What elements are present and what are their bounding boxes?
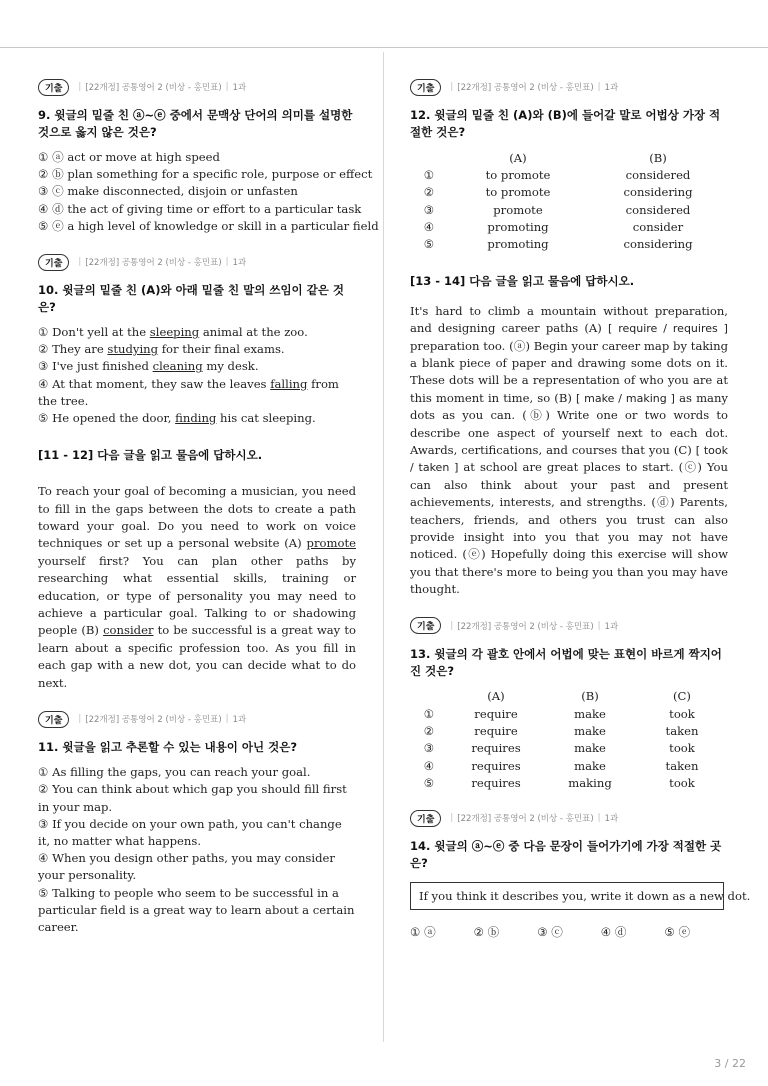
table-row[interactable]: ① to promote considered (423, 167, 691, 182)
tag-divider: | (225, 82, 229, 92)
q11-option-1[interactable]: ① As filling the gaps, you can reach your goal. (38, 765, 311, 780)
table-row[interactable]: ③ promote considered (423, 202, 691, 217)
tag-divider: | (450, 813, 454, 824)
table-row[interactable]: ③ requires make took (423, 741, 695, 756)
source-lesson: 1과 (232, 258, 247, 269)
question-14-title: 14. 윗글의 ⓐ~ⓔ 중 다음 문장이 들어가기에 가장 적절한 곳은? (410, 839, 722, 871)
q9-option-2[interactable]: ② ⓑ plan something for a specific role, purpose or effect (38, 167, 373, 182)
q10-option-5[interactable]: ⑤ He opened the door, finding his cat sleeping. (38, 411, 316, 426)
table-header-row: (A) (B) (C) (487, 689, 691, 704)
source-badge: 기출 (410, 617, 441, 634)
table-row[interactable]: ⑤ promoting considering (423, 237, 693, 252)
right-column (410, 78, 751, 940)
question-10-title: 10. 윗글의 밑줄 친 (A)와 아래 밑줄 친 말의 쓰임이 같은 것은? (38, 283, 345, 315)
tag-divider: | (450, 82, 454, 92)
source-edition: [22개정] 공통영어 2 (비상 - 홍민표) (85, 258, 222, 269)
table-row[interactable]: ① require make took (423, 706, 695, 721)
q14-choice-3[interactable]: ③ ⓒ (537, 925, 563, 940)
question-9-title: 9. 윗글의 밑줄 친 ⓐ~ⓔ 중에서 문맥상 단어의 의미를 설명한 것으로 옳지 않은 것은? (38, 108, 353, 139)
question-11-options (38, 764, 356, 936)
q10-option-4[interactable]: ④ At that moment, they saw the leaves falling from the tree. (38, 376, 339, 408)
q14-choice-4[interactable]: ④ ⓓ (600, 925, 627, 940)
source-lesson: 1과 (232, 83, 247, 93)
source-tag (410, 78, 728, 96)
q14-choice-5[interactable]: ⑤ ⓔ (664, 925, 691, 940)
source-badge: 기출 (38, 79, 69, 96)
tag-divider: | (450, 620, 454, 631)
source-tag (38, 78, 356, 96)
source-badge: 기출 (38, 711, 69, 728)
q11-option-2[interactable]: ② You can think about which gap you should fill first in your map. (38, 782, 347, 814)
column-divider (383, 52, 384, 1042)
source-edition: [22개정] 공통영어 2 (비상 - 홍민표) (85, 83, 222, 93)
header-rule (0, 47, 768, 48)
source-edition: [22개정] 공통영어 2 (비상 - 홍민표) (457, 621, 594, 632)
q14-choice-1[interactable]: ① ⓐ (410, 925, 436, 940)
table-row[interactable]: ④ promoting consider (423, 219, 684, 234)
q10-option-1[interactable]: ① Don't yell at the sleeping animal at the zoo. (38, 325, 308, 340)
tag-divider: | (225, 257, 229, 268)
table-row[interactable]: ⑤ requires making took (423, 775, 695, 790)
passage-11-12: To reach your goal of becoming a musician, you need to fill in the gaps between the dots to create a path toward your goal. Do you need to work on voice techniques or set up a personal website (A) promote yourself first? You can plan other paths by researching what essential skills, training or education, or type of personality you may need to achieve a particular goal. Talking to or shadowing people (B) consider to be successful is a great way to learn about a specific profession too. As you fill in each gap with a new dot, you can decide what to do next. (38, 484, 356, 690)
left-column (38, 78, 379, 936)
question-14-choices (410, 924, 728, 940)
tag-divider: | (597, 620, 601, 631)
source-lesson: 1과 (604, 621, 619, 632)
tag-divider: | (78, 82, 82, 92)
question-13-title: 13. 윗글의 각 괄호 안에서 어법에 맞는 표현이 바르게 짝지어진 것은? (410, 646, 722, 678)
tag-divider: | (225, 714, 229, 725)
question-10-options (38, 324, 356, 427)
q11-option-4[interactable]: ④ When you design other paths, you may consider your personality. (38, 851, 335, 883)
section-13-14-heading: [13 - 14] 다음 글을 읽고 물음에 답하시오. (410, 273, 635, 288)
q9-option-5[interactable]: ⑤ ⓔ a high level of knowledge or skill in a particular field (38, 218, 379, 233)
tag-divider: | (597, 813, 601, 824)
page-number: 3 / 22 (714, 1057, 746, 1070)
q11-option-5[interactable]: ⑤ Talking to people who seem to be successful in a particular field is a great way to learn about a certain career. (38, 885, 355, 934)
tag-divider: | (597, 82, 601, 92)
q9-option-3[interactable]: ③ ⓒ make disconnected, disjoin or unfasten (38, 184, 298, 199)
section-11-12-heading: [11 - 12] 다음 글을 읽고 물음에 답하시오. (38, 448, 263, 463)
source-edition: [22개정] 공통영어 2 (비상 - 홍민표) (457, 814, 594, 825)
source-lesson: 1과 (604, 814, 619, 825)
source-lesson: 1과 (604, 83, 619, 93)
question-11-title: 11. 윗글을 읽고 추론할 수 있는 내용이 아닌 것은? (38, 740, 298, 755)
question-14-given-sentence: If you think it describes you, write it down as a new dot. (410, 882, 724, 910)
source-tag (410, 809, 728, 827)
source-badge: 기출 (38, 254, 69, 271)
question-12-title: 12. 윗글의 밑줄 친 (A)와 (B)에 들어갈 말로 어법상 가장 적절한 것은? (410, 108, 721, 139)
tag-divider: | (78, 257, 82, 268)
question-13-answer-table (410, 688, 728, 792)
q10-option-3[interactable]: ③ I've just finished cleaning my desk. (38, 359, 259, 374)
table-row[interactable]: ② to promote considering (423, 185, 693, 200)
q11-option-3[interactable]: ③ If you decide on your own path, you can't change it, no matter what happens. (38, 816, 342, 848)
question-9-options (38, 149, 379, 235)
source-tag (38, 253, 356, 271)
source-badge: 기출 (410, 810, 441, 827)
source-edition: [22개정] 공통영어 2 (비상 - 홍민표) (457, 83, 594, 93)
q10-option-2[interactable]: ② They are studying for their final exams. (38, 342, 285, 357)
q14-choice-2[interactable]: ② ⓑ (473, 925, 500, 940)
table-row[interactable]: ④ requires make taken (423, 758, 699, 773)
passage-13-14: It's hard to climb a mountain without preparation, and designing career paths (A) [ require / requires ] preparation too. (ⓐ) Begin your career map by taking a blank piece of paper and drawing some dots on it. These dots will be a representation of who you are at this moment in time, so (B) [ make / making ] as many dots as you can. (ⓑ) Write one or two words to describe one aspect of yourself next to each dot. Awards, certifications, and courses that you (C) [ took / taken ] at school are great places to start. (ⓒ) You can also think about your past and present achievements, interests, and strengths. (ⓓ) Parents, teachers, friends, and others you trust can also provide insight into you that you may not have noticed. (ⓔ) Hopefully doing this exercise will show you that there's more to being you than you may have thought. (410, 303, 728, 597)
source-lesson: 1과 (232, 715, 247, 726)
question-12-answer-table (410, 149, 728, 253)
tag-divider: | (78, 714, 82, 725)
table-header-row: (A) (B) (509, 150, 667, 165)
q9-option-4[interactable]: ④ ⓓ the act of giving time or effort to a particular task (38, 201, 362, 216)
source-tag (410, 617, 728, 635)
source-badge: 기출 (410, 79, 441, 96)
source-tag (38, 710, 356, 728)
table-row[interactable]: ② require make taken (423, 723, 699, 738)
q9-option-1[interactable]: ① ⓐ act or move at high speed (38, 150, 220, 164)
source-edition: [22개정] 공통영어 2 (비상 - 홍민표) (85, 715, 222, 726)
